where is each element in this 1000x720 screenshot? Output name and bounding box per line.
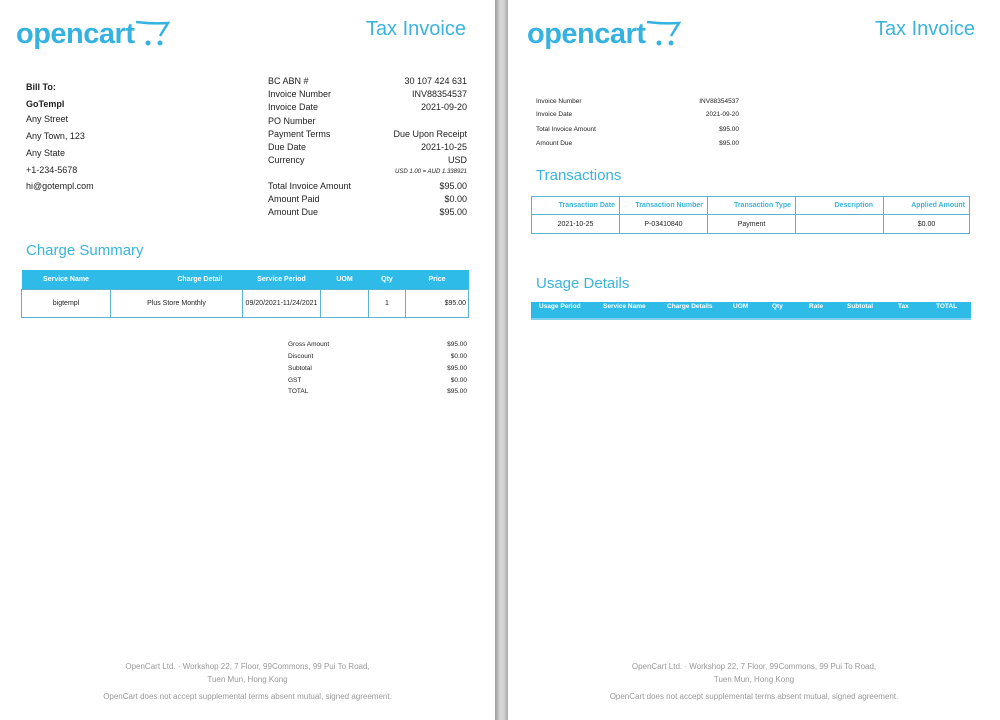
logo-text: opencart	[16, 18, 135, 50]
column-header: Price	[406, 270, 469, 289]
detail-value: Due Upon Receipt	[393, 129, 467, 139]
column-header: TOTAL	[936, 303, 958, 310]
total-label: Subtotal	[288, 365, 312, 372]
charge-summary-table	[21, 270, 469, 318]
amount-label: Amount Due	[268, 207, 319, 217]
footer-address-2: Tuen Mun, Hong Kong	[207, 675, 288, 684]
opencart-logo	[527, 16, 687, 52]
page-title: Tax Invoice	[874, 18, 975, 40]
total-value: $0.00	[450, 353, 467, 360]
total-label: Gross Amount	[288, 341, 330, 348]
footer-disclaimer: OpenCart does not accept supplemental terms absent mutual, signed agreement.	[609, 692, 899, 701]
detail-label: Payment Terms	[268, 129, 331, 139]
footer-address-2: Tuen Mun, Hong Kong	[713, 675, 795, 684]
bill-to-line: +1-234-5678	[26, 165, 78, 175]
total-value: $95.00	[447, 341, 467, 348]
footer-address: OpenCart Ltd. · Workshop 22, 7 Floor, 99Commons, 99 Pui To Road,	[125, 662, 370, 671]
detail-value: INV88354537	[411, 89, 467, 99]
column-header: Transaction Number	[620, 197, 708, 215]
amount-label: Total Invoice Amount	[268, 181, 352, 191]
detail-label: PO Number	[268, 116, 316, 126]
total-value: $0.00	[450, 377, 467, 384]
total-label: GST	[288, 377, 302, 384]
summary-value: $95.00	[719, 126, 739, 133]
column-header: UOM	[733, 303, 749, 310]
opencart-logo	[16, 16, 176, 52]
usage-details-heading: Usage Details	[536, 275, 630, 292]
cell-uom	[321, 289, 369, 317]
bill-to-label: Bill To:	[26, 82, 56, 92]
detail-label: Due Date	[268, 142, 307, 152]
cell-transaction-type: Payment	[708, 215, 796, 234]
footer-address: OpenCart Ltd. · Workshop 22, 7 Floor, 99Commons, 99 Pui To Road,	[631, 662, 877, 671]
transactions-table	[531, 196, 970, 234]
column-header: Applied Amount	[884, 197, 970, 215]
summary-label: Amount Due	[536, 140, 573, 147]
amount-label: Amount Paid	[268, 194, 320, 204]
bill-to-email: hi@gotempl.com	[26, 181, 94, 191]
cell-description	[796, 215, 884, 234]
column-header: Tax	[898, 303, 909, 310]
logo-text: opencart	[527, 18, 646, 50]
footer-disclaimer: OpenCart does not accept supplemental terms absent mutual, signed agreement.	[103, 692, 392, 701]
detail-value: 30 107 424 631	[404, 76, 467, 86]
cell-applied-amount: $0.00	[884, 215, 970, 234]
table-header-row	[22, 270, 469, 289]
total-label: TOTAL	[288, 388, 309, 395]
summary-value: 2021-09-20	[705, 111, 739, 118]
column-header: Charge Details	[667, 303, 713, 310]
amount-value: $95.00	[439, 181, 467, 191]
column-header: Subtotal	[847, 303, 873, 310]
cell-transaction-number: P-03410840	[620, 215, 708, 234]
summary-label: Invoice Date	[536, 111, 573, 118]
detail-label: BC ABN #	[268, 76, 309, 86]
detail-label: Invoice Number	[268, 89, 332, 99]
summary-label: Total Invoice Amount	[536, 126, 596, 133]
bill-to-line: Any Town, 123	[26, 131, 85, 141]
cart-icon	[134, 18, 170, 48]
total-value: $95.00	[447, 388, 467, 395]
column-header: Description	[796, 197, 884, 215]
invoice-page-1	[0, 0, 495, 720]
bill-to-line: Any State	[26, 148, 66, 158]
detail-value: 2021-09-20	[420, 102, 467, 112]
total-value: $95.00	[447, 365, 467, 372]
column-header: Service Name	[603, 303, 646, 310]
charge-summary-heading: Charge Summary	[26, 242, 144, 259]
column-header: UOM	[321, 270, 369, 289]
detail-label: Currency	[268, 155, 305, 165]
cell-transaction-date: 2021-10-25	[532, 215, 620, 234]
table-row	[532, 215, 970, 234]
column-header: Rate	[809, 303, 824, 310]
page-divider	[495, 0, 508, 720]
detail-label: Invoice Date	[268, 102, 319, 112]
cart-icon	[645, 18, 681, 48]
page-title: Tax Invoice	[365, 18, 466, 40]
detail-value: USD	[447, 155, 467, 165]
column-header: Service Period	[243, 270, 321, 289]
detail-value: 2021-10-25	[420, 142, 467, 152]
summary-value: INV88354537	[699, 98, 739, 105]
column-header: Qty	[772, 303, 783, 310]
column-header: Usage Period	[539, 303, 581, 310]
table-header-row	[532, 197, 970, 215]
cell-service-period: 09/20/2021-11/24/2021	[243, 289, 321, 317]
amount-value: $0.00	[444, 194, 467, 204]
column-header: Transaction Date	[532, 197, 620, 215]
cell-charge-detail: Plus Store Monthly	[111, 289, 243, 317]
usage-details-header	[531, 302, 971, 320]
cell-service-name: bigtempl	[22, 289, 111, 317]
column-header: Service Name	[22, 270, 111, 289]
summary-value: $95.00	[719, 140, 739, 147]
column-header: Transaction Type	[708, 197, 796, 215]
exchange-rate: USD 1.00 = AUD 1.338921	[395, 169, 467, 175]
summary-label: Invoice Number	[536, 98, 582, 105]
column-header: Charge Detail	[111, 270, 243, 289]
cell-qty: 1	[369, 289, 406, 317]
amount-value: $95.00	[439, 207, 467, 217]
table-row	[22, 289, 469, 317]
total-label: Discount	[288, 353, 314, 360]
transactions-heading: Transactions	[536, 167, 622, 184]
bill-to-name: GoTempl	[26, 99, 65, 109]
cell-price: $95.00	[406, 289, 469, 317]
invoice-page-2	[508, 0, 1000, 720]
bill-to-line: Any Street	[26, 114, 69, 124]
column-header: Qty	[369, 270, 406, 289]
